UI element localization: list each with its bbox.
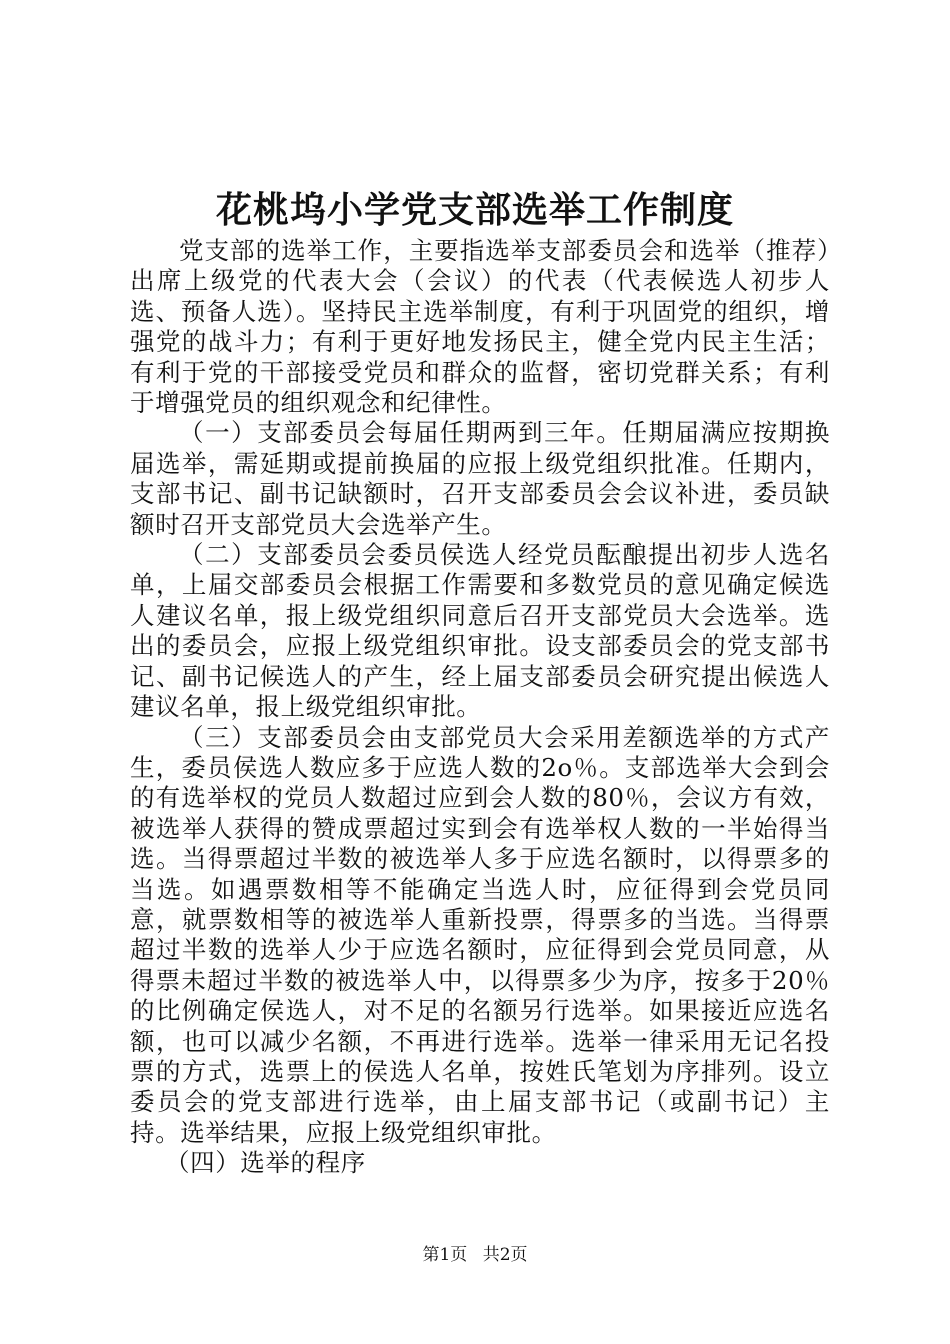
page-footer xyxy=(0,1244,950,1266)
document-body xyxy=(130,236,830,1179)
paragraph-section-4-heading: （四）选举的程序 xyxy=(165,1148,366,1178)
paragraph-section-1: （一）支部委员会每届任期两到三年。任期届满应按期换届选举，需延期或提前换届的应报上级党组织批准。任期内，支部书记、副书记缺额时，召开支部委员会会议补进，委员缺额时召开支部党员大会选举产生。 xyxy=(130,418,830,539)
paragraph-section-2: （二）支部委员会委员侯选人经党员酝酿提出初步人选名单，上届交部委员会根据工作需要和多数党员的意见确定候选人建议名单，报上级党组织同意后召开支部党员大会选举。选出的委员会，应报上级党组织审批。设支部委员会的党支部书记、副书记候选人的产生，经上届支部委员会研究提出候选人建议名单，报上级党组织审批。 xyxy=(130,540,830,722)
document-title: 花桃坞小学党支部选举工作制度 xyxy=(215,189,734,231)
page-number-total: 共2页 xyxy=(482,1245,528,1265)
paragraph-section-3: （三）支部委员会由支部党员大会采用差额选举的方式产生，委员侯选人数应多于应选人数的2o％。支部选举大会到会的有选举权的党员人数超过应到会人数的80％，会议方有效，被选举人获得的赞成票超过实到会有选举权人数的一半始得当选。当得票超过半数的被选举人多于应选名额时，以得票多的当选。如遇票数相等不能确定当选人时，应征得到会党员同意，就票数相等的被选举人重新投票，得票多的当选。当得票超过半数的选举人少于应选名额时，应征得到会党员同意，从得票未超过半数的被选举人中，以得票多少为序，按多于20％的比例确定侯选人，对不足的名额另行选举。如果接近应选名额，也可以减少名额，不再进行选举。选举一律采用无记名投票的方式，选票上的侯选人名单，按姓氏笔划为序排列。设立委员会的党支部进行选举，由上届支部书记（或副书记）主持。选举结果，应报上级党组织审批。 xyxy=(130,722,830,1147)
page-number-current: 第1页 xyxy=(422,1245,468,1265)
paragraph-intro: 党支部的选举工作，主要指选举支部委员会和选举（推荐）出席上级党的代表大会（会议）的代表（代表候选人初步人选、预备人选）。坚持民主选举制度，有利于巩固党的组织，增强党的战斗力；有利于更好地发扬民主，健全党内民主生活；有利于党的干部接受党员和群众的监督，密切党群关系；有利于增强党员的组织观念和纪律性。 xyxy=(130,236,830,418)
